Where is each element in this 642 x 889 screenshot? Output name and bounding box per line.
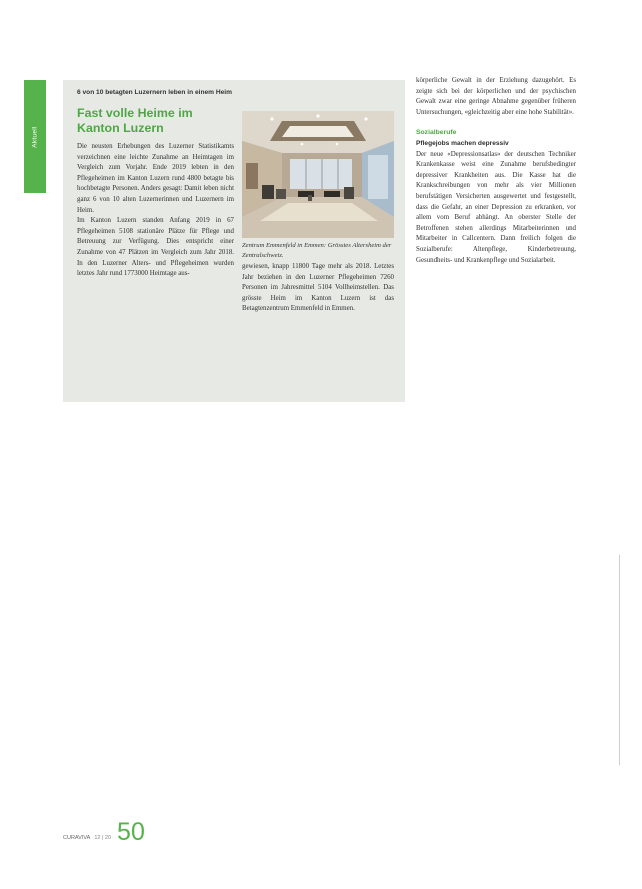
box-paragraph: Die neusten Erhebungen des Luzerner Statistikamts verzeichnen eine leichte Zunahme an Heimtagen im Vergleich zum Vorjahr. Ende 2019 lebten in den Pflegeheimen im Kanton Luzern rund 4800 betagte bis hochbetagte Personen. Anders gesagt: Damit leben nicht ganz 6 von 10 alten Luzernerinnen und Luzernern im Heim. <box>77 143 234 214</box>
box-paragraph: gewiesen, knapp 11800 Tage mehr als 2018. Letztes Jahr beziehen in den Luzerner Pflegeheimen 7260 Personen im Jahresmittel 5104 Vollheimstellen. Das grösste Heim im Kanton Luzern ist das Betagtenzentrum Emmenfeld in Emmen. <box>242 263 394 313</box>
section-tab-label: Aktuell <box>31 125 39 148</box>
page-footer <box>63 820 145 845</box>
article-intro: körperliche Gewalt in der Erziehung dazugehört. Es zeigte sich bei der körperlichen und der psychischen Gewalt zwar eine geringe Abnahme gegenüber früheren Untersuchungen, «gleichzeitig aber eine hohe Stabilität». <box>416 77 576 116</box>
box-headline: Fast volle Heime im Kanton Luzern <box>77 106 193 135</box>
article-body: Der neue «Depressionsatlas» der deutschen Techniker Krankenkasse weist eine Zunahme berufsbedingter depressiver Krankheiten aus. Die Kasse hat die Krankschreibungen von mehr als vier Millionen berufstätigen Versicherten ausgewertet und festgestellt, dass die Gefahr, an einer Depression zu erkranken, vor allem vom Beruf abhängt. An oberster Stelle der Betroffenen stehen allerdings Mitarbeiterinnen und Mitarbeiter in Callcentern. Dann freilich folgen die Sozialberufe: Altenpflege, Kinderbetreuung, Gesundheits- und Krankenpflege und Sozialarbeit. <box>416 150 576 264</box>
nursing-home-photo <box>242 111 394 238</box>
box-paragraph: Im Kanton Luzern standen Anfang 2019 in 67 Pflegeheimen 5108 stationäre Plätze für Pflege und Betreuung zur Verfügung. Dies entspricht einer Zunahme von 47 Plätzen im Vergleich zum Jahr 2018. In den Luzerner Alters- und Pflegeheimen wurden letztes Jahr rund 1773000 Heimtage aus- <box>77 217 234 278</box>
section-tab <box>24 80 46 193</box>
photo-caption: Zentrum Emmenfeld in Emmen: Grösstes Altersheim der Zentralschweiz. <box>242 242 392 259</box>
section-heading: Sozialberufe <box>416 129 457 137</box>
margin-rule <box>619 555 620 765</box>
box-kicker: 6 von 10 betagten Luzernern leben in einem Heim <box>77 89 232 96</box>
page-number: 50 <box>117 818 145 846</box>
article-subheading: Pflegejobs machen depressiv <box>416 139 509 147</box>
article-column <box>416 76 576 266</box>
magazine-name: CURAVIVA <box>63 835 91 841</box>
issue-number: 12 | 20 <box>94 835 112 841</box>
box-column-1 <box>77 142 234 280</box>
box-column-2 <box>242 262 394 315</box>
